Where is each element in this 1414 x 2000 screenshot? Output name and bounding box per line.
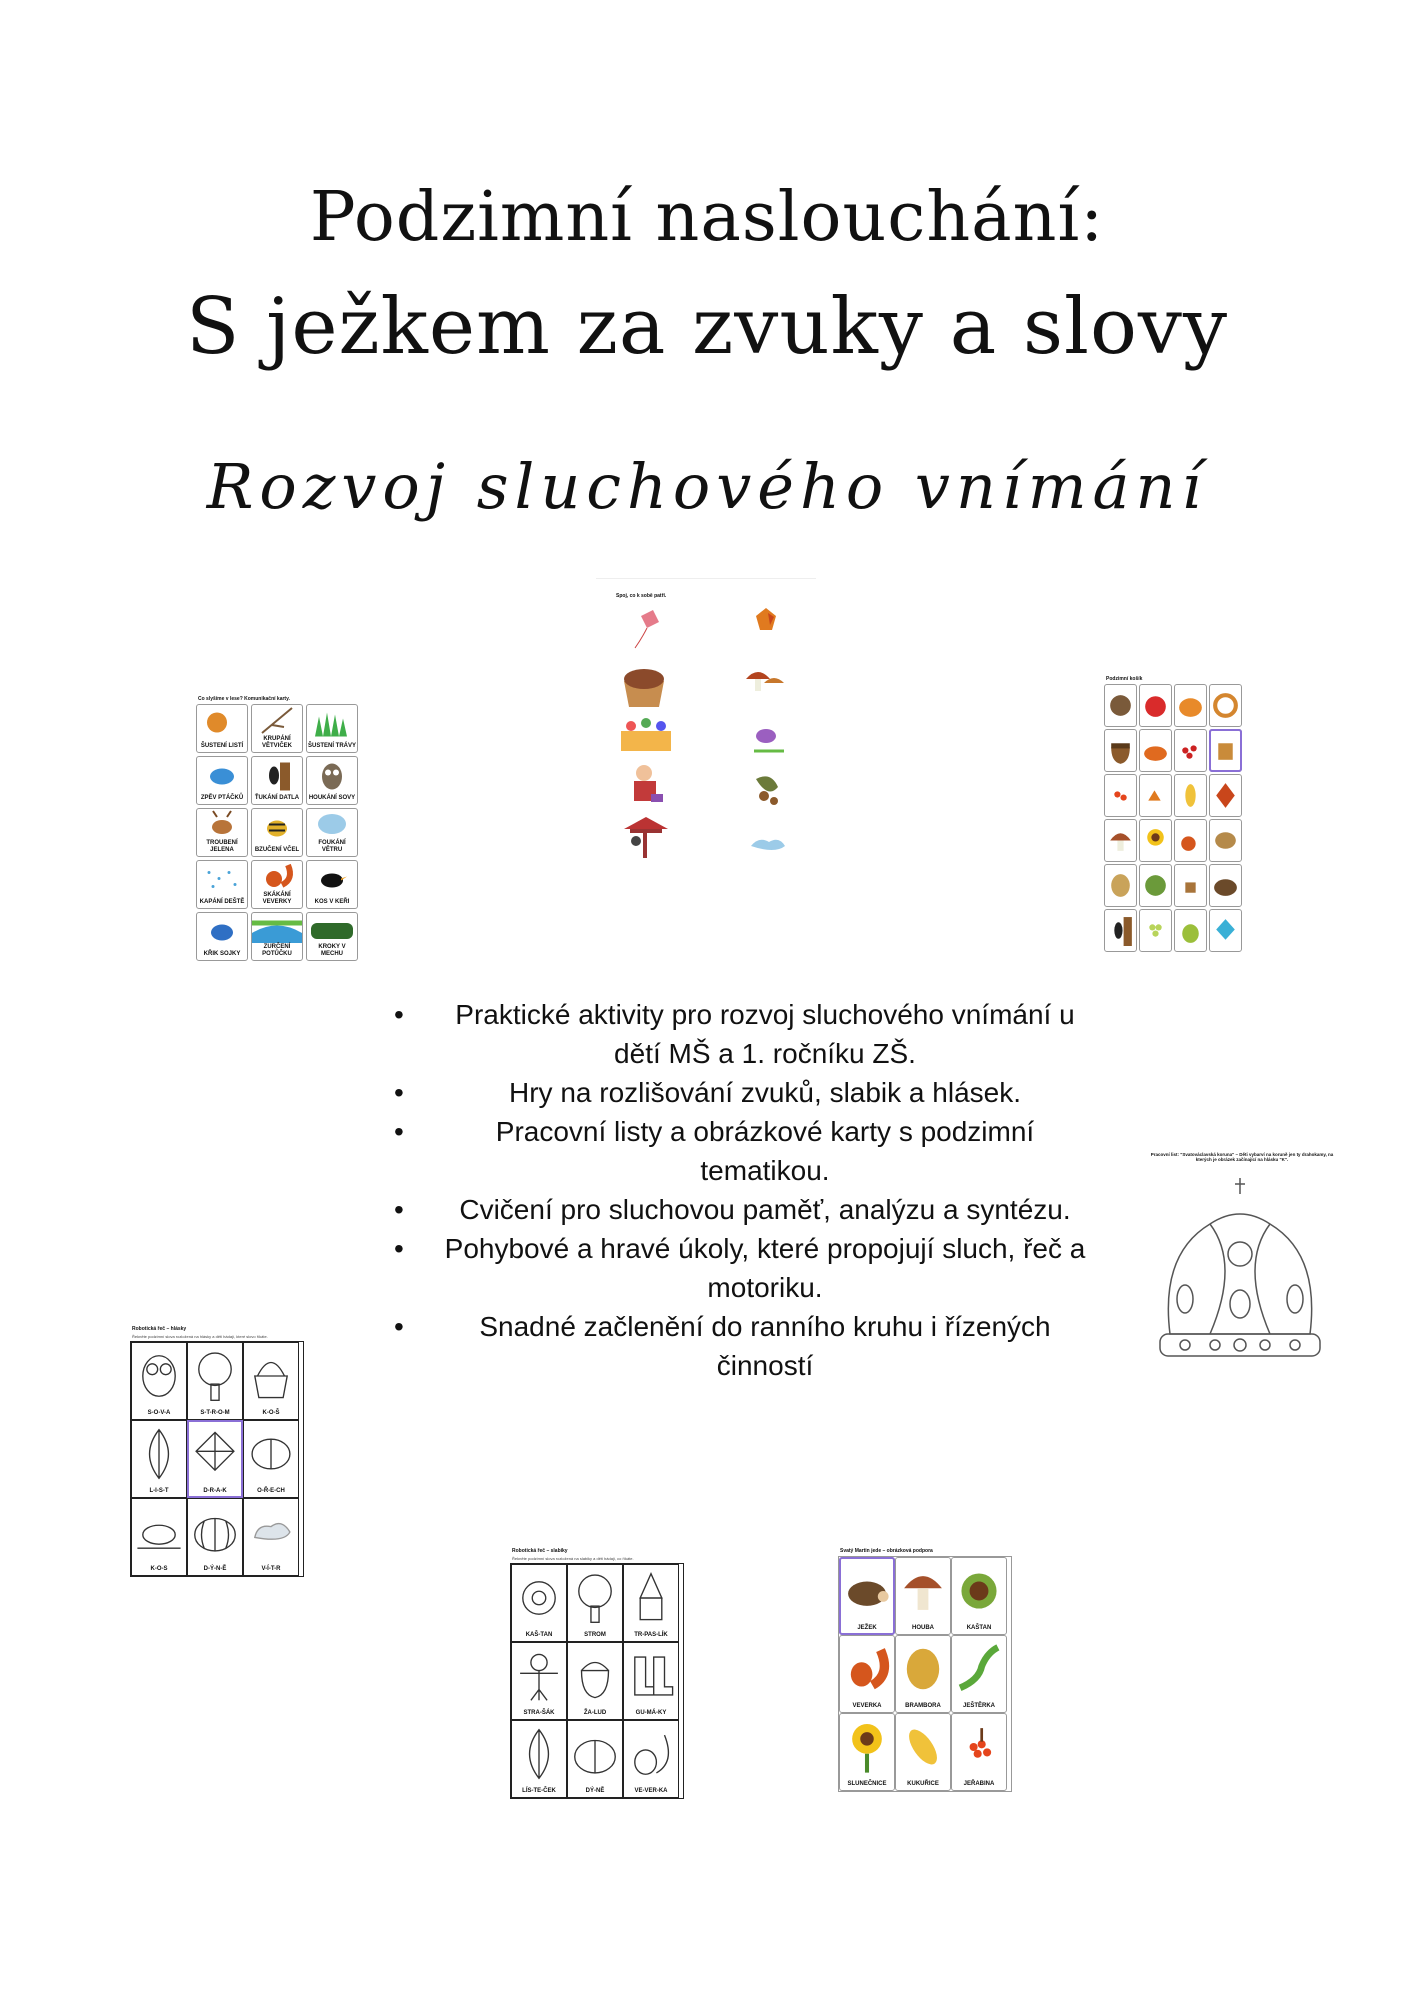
basket-icon: K-O-Š xyxy=(243,1342,299,1420)
preview-title: Robotická řeč – slabiky xyxy=(512,1548,568,1554)
acorns-icon xyxy=(756,776,778,805)
preview-title: Svatý Martin jede – obrázková podpora xyxy=(840,1548,933,1554)
feature-item: • Praktické aktivity pro rozvoj sluchového vnímání u dětí MŠ a 1. ročníku ZŠ. xyxy=(394,999,1075,1069)
hedgehog-icon: JEŽEK xyxy=(839,1557,895,1635)
preview-subtitle: Řekněte podzimní slova rozložená na slabiky a děti hádají, co říkáte. xyxy=(512,1556,634,1561)
feature-item: • Pracovní listy a obrázkové karty s podzimní tematikou. xyxy=(394,1116,1035,1186)
boots-icon: GU-MÁ-KY xyxy=(623,1642,679,1720)
bird-icon xyxy=(754,729,784,751)
leaf-icon: L-I-S-T xyxy=(131,1420,187,1498)
forest-card: KRUPÁNÍ VĚTVIČEK xyxy=(251,704,303,753)
preview-forest-sounds xyxy=(194,692,364,976)
corn-icon xyxy=(1174,774,1207,817)
wreath-icon xyxy=(1209,684,1242,727)
preview-subtitle: Řekněte podzimní slova rozložená na hlásky a děti hádají, které slovo říkáte. xyxy=(132,1334,268,1339)
leaves-icon xyxy=(1139,774,1172,817)
pear-icon xyxy=(1174,909,1207,952)
forest-card: ŠUSTENÍ TRÁVY xyxy=(306,704,358,753)
wind-cloud-icon: V-Í-T-R xyxy=(243,1498,299,1576)
scarecrow-icon: STRA-ŠÁK xyxy=(511,1642,567,1720)
sunflower-icon: SLUNEČNICE xyxy=(839,1713,895,1791)
feature-list xyxy=(390,995,1100,1385)
forest-card: TROUBENÍ JELENA xyxy=(196,808,248,857)
forest-card: ZURČENÍ POTŮČKU xyxy=(251,912,303,961)
apple-icon xyxy=(1139,684,1172,727)
mushroom-icon: HOUBA xyxy=(895,1557,951,1635)
acorn-icon: ŽA-LUD xyxy=(567,1642,623,1720)
preview-crown-worksheet xyxy=(1140,1148,1340,1408)
forest-card: ŠUSTENÍ LISTÍ xyxy=(196,704,248,753)
preview-syllables-worksheet xyxy=(508,1544,684,1808)
kite-icon xyxy=(1209,909,1242,952)
leaf-icon: LÍS-TE-ČEK xyxy=(511,1720,567,1798)
rowan-icon: JEŘABINA xyxy=(951,1713,1007,1791)
acorn-icon xyxy=(1104,684,1137,727)
squirrel-icon xyxy=(1174,819,1207,862)
forest-card: KROKY V MECHU xyxy=(306,912,358,961)
owl-icon: S-O-V-A xyxy=(131,1342,187,1420)
preview-autumn-basket xyxy=(1102,672,1250,960)
forest-card: ŤUKÁNÍ DATLA xyxy=(251,756,303,805)
grapes-icon xyxy=(1139,909,1172,952)
lizard-icon: JEŠTĚRKA xyxy=(951,1635,1007,1713)
preview-title: Robotická řeč – hlásky xyxy=(132,1326,187,1332)
preview-phonemes-worksheet xyxy=(128,1322,304,1586)
preview-title: Pracovní list: "Svatováclavská koruna" – Děti vybarví na koruně jen ty drahokamy, na kterých je obrázek začínající na hlásku "K". xyxy=(1150,1152,1334,1162)
tree-icon: STROM xyxy=(567,1564,623,1642)
forest-card: BZUČENÍ VČEL xyxy=(251,808,303,857)
walnut-icon xyxy=(1209,819,1242,862)
tree-icon: S-T-R-O-M xyxy=(187,1342,243,1420)
basket-icon xyxy=(624,669,664,707)
boots-icon xyxy=(1209,729,1242,772)
gnome-icon: TR-PAS-LÍK xyxy=(623,1564,679,1642)
forest-card: KOS V KEŘI xyxy=(306,860,358,909)
forest-card: KŘIK SOJKY xyxy=(196,912,248,961)
mushroom-icon xyxy=(1104,819,1137,862)
squirrel-icon: VEVERKA xyxy=(839,1635,895,1713)
pumpkin-icon: D-Ý-N-Ě xyxy=(187,1498,243,1576)
child-picking-icon xyxy=(634,765,663,802)
sunflower-icon xyxy=(1139,819,1172,862)
feature-item: • Hry na rozlišování zvuků, slabik a hlásek. xyxy=(394,1077,1021,1108)
fox-icon xyxy=(1139,729,1172,772)
corn-icon: KUKUŘICE xyxy=(895,1713,951,1791)
feature-item: • Snadné začlenění do ranního kruhu i řízených činností xyxy=(394,1311,1051,1381)
title-line-1: Podzimní naslouchání: xyxy=(309,178,1105,257)
bird-feeder-icon xyxy=(624,817,668,858)
chestnut-icon: KAŠ-TAN xyxy=(511,1564,567,1642)
leaves-icon xyxy=(756,608,776,630)
children-icon xyxy=(621,718,671,751)
forest-card: HOUKÁNÍ SOVY xyxy=(306,756,358,805)
chestnut-icon: KAŠTAN xyxy=(951,1557,1007,1635)
potato-icon: BRAMBORA xyxy=(895,1635,951,1713)
rowan-icon xyxy=(1104,774,1137,817)
preview-title: Co slyšíme v lese? Komunikační karty. xyxy=(198,696,290,702)
leaf-icon xyxy=(1209,774,1242,817)
feature-item: • Pohybové a hravé úkoly, které propojují sluch, řeč a motoriku. xyxy=(394,1233,1086,1303)
wind-cloud-icon xyxy=(751,840,785,850)
squirrel-icon: VE-VER-KA xyxy=(623,1720,679,1798)
preview-title: Podzimní košík xyxy=(1106,676,1143,682)
kite-icon xyxy=(635,610,659,648)
preview-title: Spoj, co k sobě patří. xyxy=(616,593,667,599)
kite-icon: D-R-A-K xyxy=(187,1420,243,1498)
title-line-2: S ježkem za zvuky a slovy xyxy=(185,282,1229,372)
forest-card: ZPĚV PTÁČKŮ xyxy=(196,756,248,805)
acorn-icon xyxy=(1104,729,1137,772)
blackbird-icon: K-O-S xyxy=(131,1498,187,1576)
pumpkin-icon: DÝ-NĚ xyxy=(567,1720,623,1798)
crown-icon xyxy=(1140,1164,1340,1384)
chestnut-icon xyxy=(1139,864,1172,907)
matching-pictures xyxy=(596,601,816,871)
forest-card: SKÁKÁNÍ VEVERKY xyxy=(251,860,303,909)
deer-icon xyxy=(1174,864,1207,907)
preview-martin-cards xyxy=(836,1544,1012,1808)
preview-matching-sheet xyxy=(596,578,816,879)
woodpecker-icon xyxy=(1104,909,1137,952)
forest-card: KAPÁNÍ DEŠTĚ xyxy=(196,860,248,909)
feature-item: • Cvičení pro sluchovou paměť, analýzu a syntézu. xyxy=(394,1194,1071,1225)
mushrooms-icon xyxy=(746,672,784,691)
subtitle-script: Rozvoj sluchového vnímání xyxy=(206,450,1208,523)
walnut-icon: O-Ř-E-CH xyxy=(243,1420,299,1498)
berries-icon xyxy=(1174,729,1207,772)
pumpkin-icon xyxy=(1174,684,1207,727)
forest-card: FOUKÁNÍ VĚTRU xyxy=(306,808,358,857)
potato-icon xyxy=(1104,864,1137,907)
hedgehog-icon xyxy=(1209,864,1242,907)
